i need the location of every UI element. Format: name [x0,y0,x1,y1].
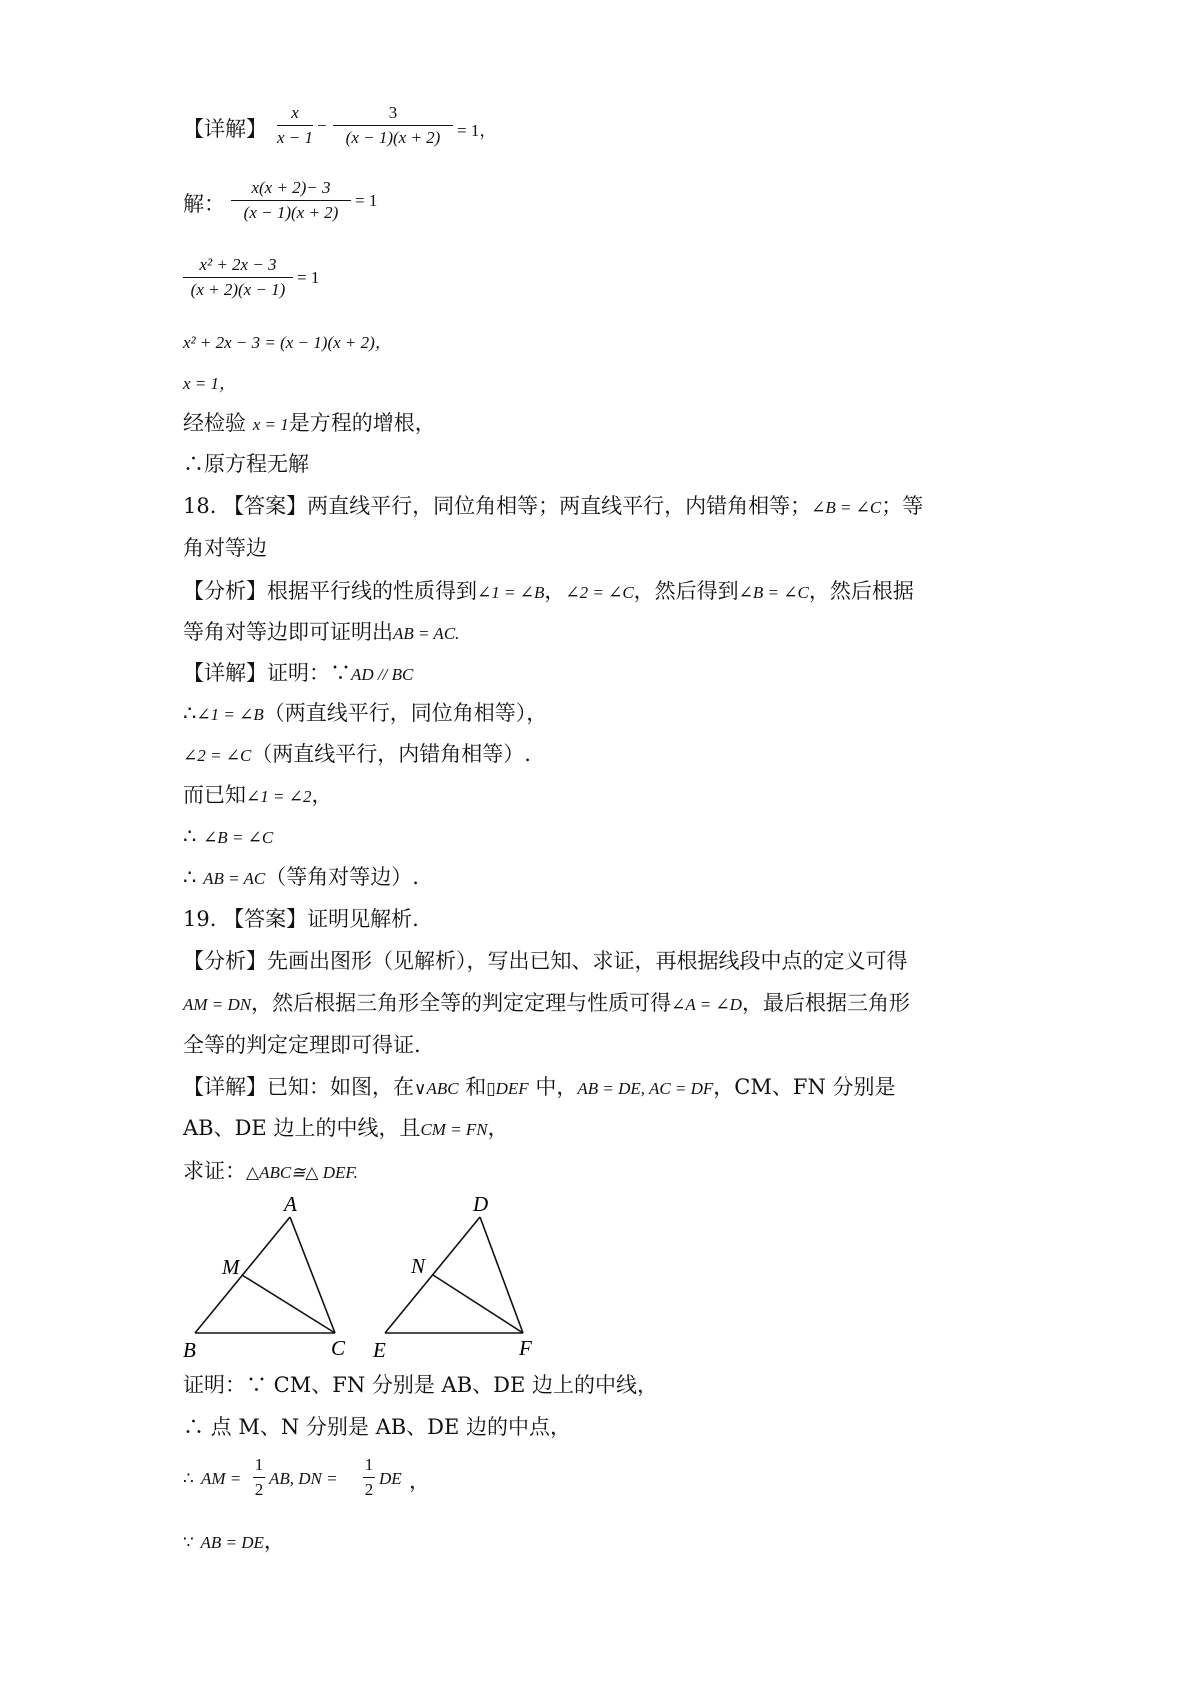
q19-proof3: ∴ AM = 1 2 AB, DN = 1 2 DE ， [183,1455,430,1499]
q18-analysis: 【分析】根据平行线的性质得到∠1 = ∠B，∠2 = ∠C，然后得到∠B = ∠C，然后根据 [183,579,914,603]
eq4: x² + 2x − 3 = (x − 1)(x + 2)， [183,333,392,352]
q19-proof2: ∴ 点 M、N 分别是 AB、DE 边的中点， [183,1415,572,1439]
q19-answer: 19. 【答案】证明见解析. [183,907,419,931]
proof3-frac2: 1 2 [364,1455,374,1499]
eq2-line: 解： x(x + 2)− 3 (x − 1)(x + 2) = 1 [183,178,378,222]
eq1-frac2: 3 (x − 1)(x + 2) [333,103,453,148]
q18-step2: ∠2 = ∠C（两直线平行，内错角相等）. [183,742,531,766]
q18-step3: 而已知∠1 = ∠2， [183,783,333,807]
label-b: B [183,1338,196,1362]
label-c: C [331,1336,346,1360]
eq3-line: x² + 2x − 3 (x + 2)(x − 1) = 1 [183,255,353,305]
label-e: E [373,1338,386,1362]
check-line: 经检验 x = 1是方程的增根， [183,411,436,435]
q19-analysis-line3: 全等的判定定理即可得证. [183,1033,421,1057]
label-a: A [284,1195,297,1216]
q19-analysis: 【分析】先画出图形（见解析），写出已知、求证，再根据线段中点的定义可得 [183,949,908,973]
q18-answer: 18. 【答案】两直线平行，同位角相等；两直线平行，内错角相等；∠B = ∠C；等 [183,494,924,518]
label-f: F [519,1336,532,1360]
eq1-line: 【详解】 x x − 1 − 3 (x − 1)(x + 2) = 1， [183,103,497,147]
q19-proof4: ∵ AB = DE， [183,1529,285,1553]
triangle-def [385,1217,523,1333]
triangles-figure [175,1195,535,1365]
label-m: M [222,1255,240,1279]
q18-step1: ∴∠1 = ∠B（两直线平行，同位角相等）， [183,701,548,725]
conclusion: ∴原方程无解 [183,452,309,476]
q19-known-line2: AB、DE 边上的中线，且CM = FN， [183,1116,509,1140]
detail-label: 【详解】 [183,117,267,141]
label-n: N [411,1254,426,1278]
eq3-frac: x² + 2x − 3 (x + 2)(x − 1) [183,255,293,300]
q18-step4: ∴ ∠B = ∠C [183,824,274,848]
q19-known: 【详解】已知：如图，在∨ABC 和▯DEF 中，AB = DE, AC = DF，CM、FN 分别是 [183,1075,896,1099]
q18-step5: ∴ AB = AC（等角对等边）. [183,865,419,889]
label-d: D [473,1195,489,1216]
q18-answer-line2: 角对等边 [183,536,267,560]
eq2-frac: x(x + 2)− 3 (x − 1)(x + 2) [231,178,351,223]
eq5: x = 1， [183,374,237,393]
triangle-abc [195,1217,335,1333]
q19-prove: 求证：△ABC≅△ DEF. [183,1159,358,1183]
eq1-frac1: x x − 1 [277,103,314,147]
q19-analysis-line2: AM = DN，然后根据三角形全等的判定定理与性质可得∠A = ∠D，最后根据三角形 [183,991,910,1015]
q18-analysis-line2: 等角对等边即可证明出AB = AC. [183,620,460,644]
jie-label: 解： [183,192,225,216]
q19-proof1: 证明：∵ CM、FN 分别是 AB、DE 边上的中线， [183,1373,658,1397]
q18-detail: 【详解】证明：∵AD // BC [183,661,414,685]
proof3-frac1: 1 2 [254,1455,264,1499]
